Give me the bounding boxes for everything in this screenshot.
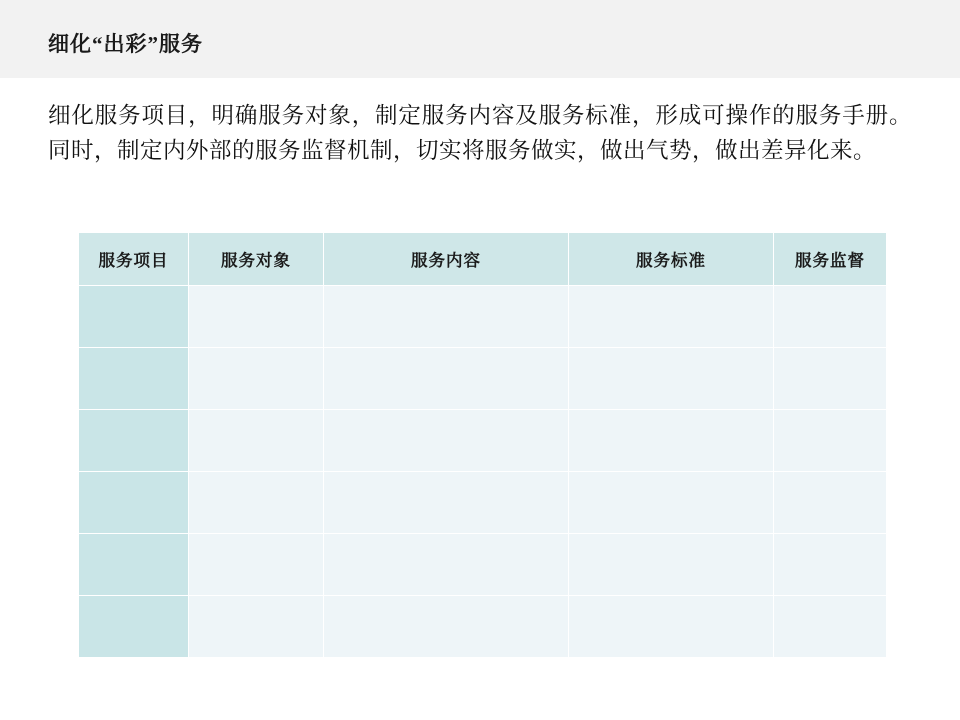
page-title: 细化“出彩”服务: [48, 32, 203, 56]
table-cell: [79, 348, 189, 410]
table-cell: [79, 286, 189, 348]
table-cell: [324, 596, 569, 658]
table-cell: [324, 472, 569, 534]
table-cell: [569, 534, 774, 596]
table-cell: [774, 534, 887, 596]
table-row: [79, 410, 887, 472]
table-cell: [79, 596, 189, 658]
table-cell: [189, 348, 324, 410]
table-cell: [79, 410, 189, 472]
table-cell: [189, 410, 324, 472]
table-cell: [324, 534, 569, 596]
table-cell: [569, 410, 774, 472]
table-header-cell: 服务项目: [79, 233, 189, 286]
table-row: [79, 348, 887, 410]
table-cell: [79, 472, 189, 534]
table-cell: [79, 534, 189, 596]
table-cell: [324, 410, 569, 472]
service-table-container: [78, 232, 886, 658]
table-cell: [569, 472, 774, 534]
table-cell: [774, 596, 887, 658]
table-cell: [774, 348, 887, 410]
table-row: [79, 472, 887, 534]
table-row: [79, 596, 887, 658]
table-header-cell: 服务标准: [569, 233, 774, 286]
table-cell: [774, 410, 887, 472]
table-cell: [569, 348, 774, 410]
table-cell: [569, 596, 774, 658]
table-header-cell: 服务监督: [774, 233, 887, 286]
table-cell: [774, 286, 887, 348]
service-table: [78, 232, 887, 658]
table-cell: [569, 286, 774, 348]
table-header-row: [79, 233, 887, 286]
table-cell: [189, 596, 324, 658]
table-cell: [189, 472, 324, 534]
table-row: [79, 534, 887, 596]
body-paragraph: 细化服务项目，明确服务对象，制定服务内容及服务标准，形成可操作的服务手册。同时，制定内外部的服务监督机制，切实将服务做实，做出气势，做出差异化来。: [48, 103, 912, 163]
table-cell: [774, 472, 887, 534]
table-cell: [324, 348, 569, 410]
table-header-cell: 服务内容: [324, 233, 569, 286]
table-row: [79, 286, 887, 348]
table-cell: [189, 286, 324, 348]
table-cell: [324, 286, 569, 348]
table-header-cell: 服务对象: [189, 233, 324, 286]
table-cell: [189, 534, 324, 596]
